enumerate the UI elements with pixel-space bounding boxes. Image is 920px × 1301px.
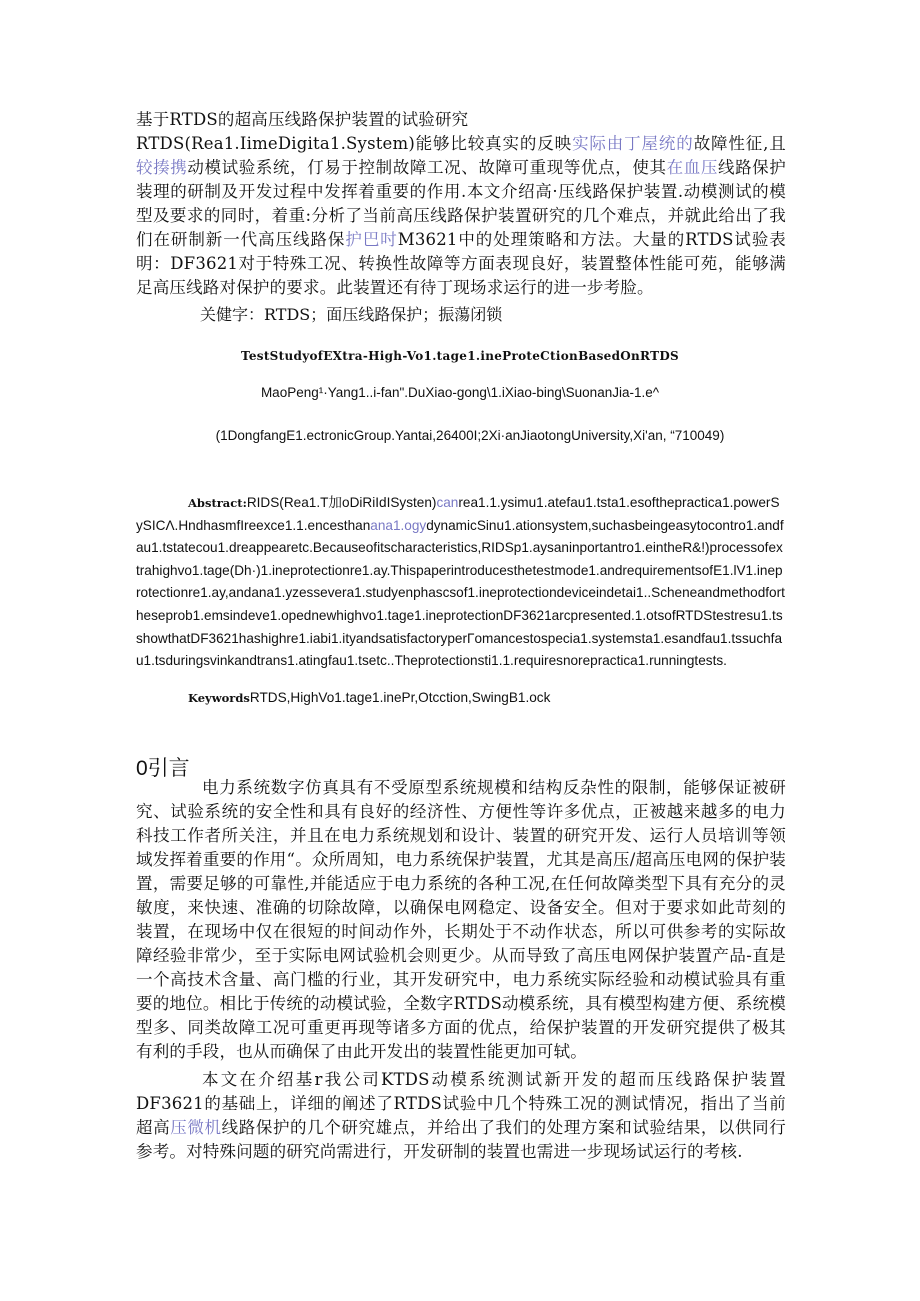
- abstract-en: [136, 492, 786, 673]
- paper-title-cn: 基于RTDS的超高压线路保护装置的试验研究: [136, 110, 469, 129]
- paper-title-en: TestStudyofEXtra-High-Vo1.tage1.ineProteCtionBasedOnRTDS: [240, 349, 680, 363]
- intro-p2-text: 线路保护的几个研究雄点，并给出了我们的处理方案和试验结果，以供同行参考。对特殊问题的研究尚需进行，开发研制的装置也需进一步现场试运行的考核.: [136, 1118, 786, 1161]
- intro-p2-highlight: 压微机: [170, 1118, 222, 1137]
- abstract-cn-highlight: 实际由丁屋统的: [572, 134, 694, 153]
- abstract-cn-text: 线路保护装理的研制及开发过程中发挥着重要的作用.本文介绍高·压线路保护装置.动模测试的模型及要求的同时，着重:分析了当前高压线路保护装置研究的几个难点，并就此给出了我们在研制新一代高压线路保: [136, 158, 786, 249]
- intro-paragraph-2: [136, 1068, 786, 1164]
- keywords-cn: 关健字：RTDS；面压线路保护；振蕩闭锁: [200, 305, 503, 324]
- section-heading-intro: 0引言: [136, 757, 190, 780]
- abstract-cn-text: 动模试验系统，仃易于控制故障工况、故障可重现等优点，使其: [187, 158, 667, 177]
- keywords-en: [188, 690, 550, 705]
- abstract-cn-highlight: 较揍携: [136, 158, 188, 177]
- abstract-en-text: rea1.1.ysimu1.atefau1.tsta1.esofthepractica1.powerSySICΛ.HndhasmfIreexce1.1.encesthan: [136, 495, 780, 533]
- abstract-cn-text: M3621中的处理策略和方法。大量的RTDS试验表明：DF3621对于特殊工况、转换性故障等方面表现良好，装置整体性能可苑，能够满足高压线路对保护的要求。此装置还有待丁现场求运行的进一步考脸。: [136, 230, 786, 297]
- abstract-cn-text: RTDS(Rea1.IimeDigita1.System)能够比较真实的反映: [136, 134, 573, 153]
- abstract-cn-text: 故障性征,且: [693, 134, 787, 153]
- abstract-cn-highlight: 在血压: [666, 158, 718, 177]
- intro-p2-text: 本文在介绍基r我公司KTDS动模系统测试新开发的超而压线路保护装置DF3621的基础上，详细的阐述了RTDS试验中几个特殊工况的测试情况，指出了当前超高: [136, 1070, 786, 1137]
- abstract-en-label: Abstract:: [188, 496, 247, 510]
- authors-en: MaoPeng¹·Yang1..i-fan".DuXiao-gong\1.iXiao-bing\SuonanJia-1.e^: [260, 385, 660, 400]
- abstract-en-highlight: ana1.ogy: [370, 517, 427, 533]
- abstract-cn-highlight: 护巴吋: [345, 230, 398, 249]
- abstract-en-text: RIDS(Rea1.T加oDiRiIdISysten): [246, 495, 437, 510]
- abstract-en-highlight: can: [436, 495, 459, 510]
- affiliation-en: (1DongfangE1.ectronicGroup.Yantai,26400I;2Xi·anJiaotongUniversity,Xi'an, “710049): [215, 428, 725, 443]
- abstract-cn: [136, 132, 786, 300]
- intro-paragraph-1: 电力系统数字仿真具有不受原型系统规模和结构反杂性的限制，能够保证被研究、试验系统的安全性和具有良好的经济性、方便性等许多优点，正被越来越多的电力科技工作者所关注，并且在电力系统规划和设计、装置的研究开发、运行人员培训等领域发挥着重要的作用“。众所周知，电力系统保护装置，尤其是高压/超高压电网的保护装置，需要足够的可靠性,并能适应于电力系统的各种工况,在任何故障类型下具有充分的灵敏度，来快速、准确的切除故障，以确保电网稳定、设备安全。但对于要求如此苛刻的装置，在现场中仅在很短的时间动作外，长期处于不动作状态，所以可供参考的实际故障经验非常少，至于实际电网试验机会则更少。从而导致了高压电网保护装置产品-直是一个高技术含量、高门槛的行业，其开发研究中，电力系统实际经验和动模试验具有重要的地位。相比于传统的动模试验，全数字RTDS动模系统，具有模型构建方便、系统模型多、同类故障工况可重更再现等诸多方面的优点，给保护装置的开发研究提供了极其有利的手段，也从而确保了由此开发出的装置性能更加可轼。: [136, 778, 786, 1061]
- keywords-en-text: RTDS,HighVo1.tage1.inePr,Otcction,SwingB1.ock: [249, 690, 551, 705]
- keywords-en-label: Keywords: [188, 691, 250, 705]
- abstract-en-text: dynamicSinu1.ationsystem,suchasbeingeasytocontro1.andfau1.tstatecou1.dreappearetc.Becauseofitscharacteristics,RIDSp1.aysaninportantro1.eintheR&!)processofextrahighvo1.tage(Dh·)1.ineprotectionre1.ay.Thispaperintroducesthetestmode1.andrequirementsofE1.lV1.ineprotectionre1.ay,andana1.yzessevera1.studyenphascsof1.ineprotectiondeviceindetai1..Scheneandmethodfortheseprob1.emsindeve1.opednewhighvo1.tage1.ineprotectionDF3621arcpresented.1.otsofRTDStestresu1.tsshowthatDF3621hashighre1.iabi1.ityandsatisfactoryperΓomancestospecia1.systemsta1.esandfau1.tssuchfau1.tsduringsvinkandtrans1.atingfau1.tsetc..Theprotectionsti1.1.requiresnorepractica1.runningtests.: [136, 517, 785, 669]
